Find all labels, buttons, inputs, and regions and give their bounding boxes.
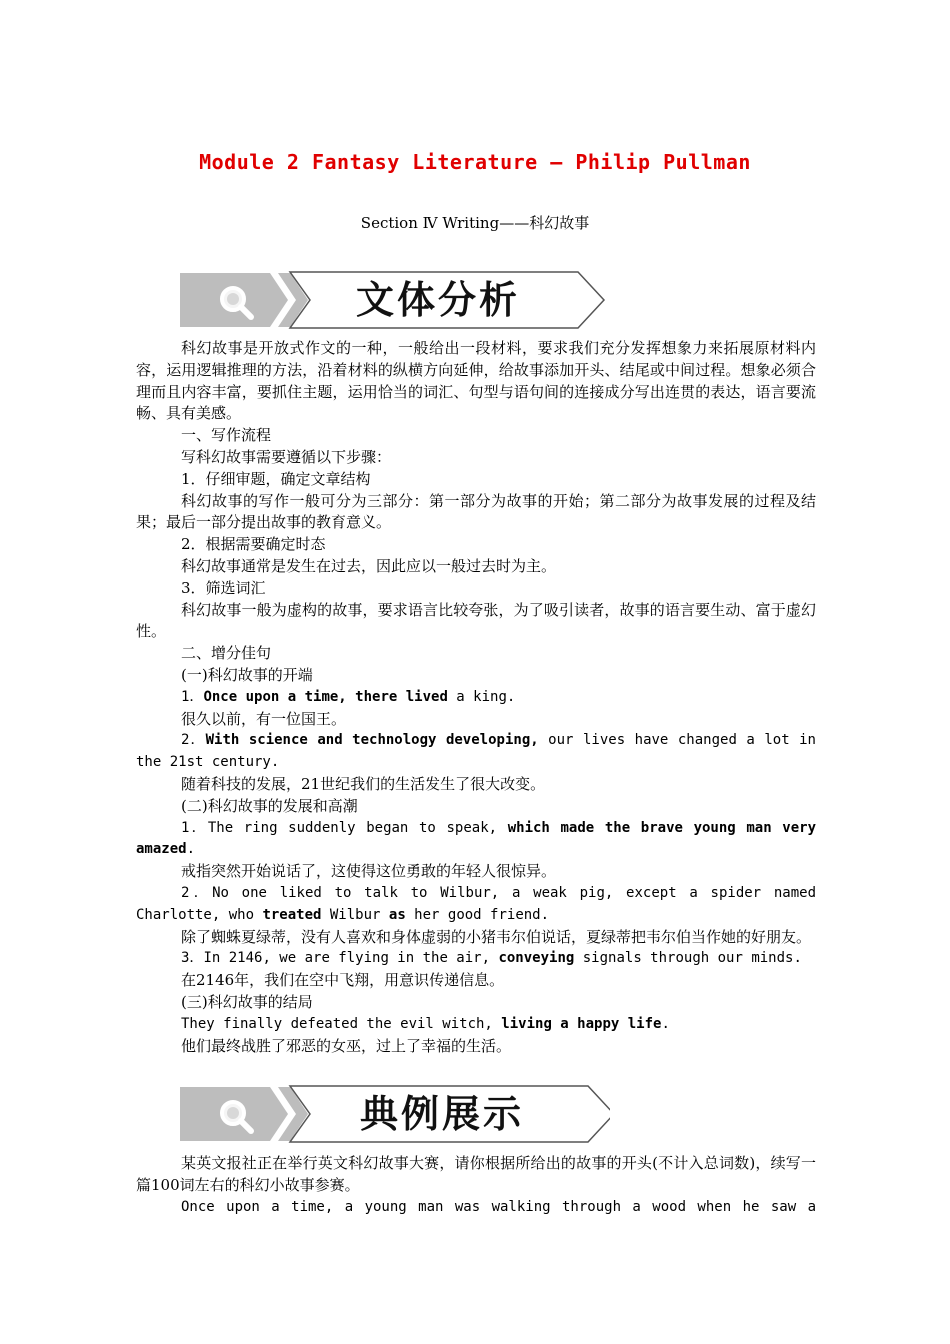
heading-writing-process: 一、写作流程 xyxy=(181,426,272,445)
example-task: 某英文报社正在举行英文科幻故事大赛，请你根据所给出的故事的开头(不计入总词数)，续写一篇100词左右的科幻小故事参赛。 xyxy=(136,1154,816,1194)
sentence-1: 1．Once upon a time, there lived a king. xyxy=(181,688,516,705)
step-1-heading: 1．仔细审题，确定文章结构 xyxy=(181,469,371,488)
subheading-opening: (一)科幻故事的开端 xyxy=(181,665,313,684)
sentence-3-cn: 戒指突然开始说话了，这使得这位勇敢的年轻人很惊异。 xyxy=(181,862,557,881)
sentence-6-cn: 他们最终战胜了邪恶的女巫，过上了幸福的生活。 xyxy=(181,1036,512,1055)
step-3-heading: 3．筛选词汇 xyxy=(181,578,266,597)
step-2-heading: 2．根据需要确定时态 xyxy=(181,535,326,554)
sentence-2: 2．With science and technology developing, our lives have changed a lot in the 21st century. xyxy=(136,732,816,771)
banner-analysis-label: 文体分析 xyxy=(356,278,521,322)
banner-analysis xyxy=(180,270,610,330)
example-body xyxy=(136,1153,816,1218)
sentence-5-cn: 在2146年，我们在空中飞翔，用意识传递信息。 xyxy=(181,971,505,990)
subheading-development: (二)科幻故事的发展和高潮 xyxy=(181,796,358,815)
intro-paragraph: 科幻故事是开放式作文的一种，一般给出一段材料，要求我们充分发挥想象力来拓展原材料内容，运用逻辑推理的方法，沿着材料的纵横方向延伸，给故事添加开头、结尾或中间过程。想象必须合理而且内容丰富，要抓住主题，运用恰当的词汇、句型与语句间的连接成分写出连贯的表达，语言要流畅、具有美感。 xyxy=(136,339,816,423)
step-2-text: 科幻故事通常是发生在过去，因此应以一般过去时为主。 xyxy=(181,556,557,575)
heading-sentences: 二、增分佳句 xyxy=(181,644,272,663)
subheading-ending: (三)科幻故事的结局 xyxy=(181,992,313,1011)
sentence-6: They finally defeated the evil witch, living a happy life. xyxy=(181,1015,670,1032)
sentence-4-cn: 除了蜘蛛夏绿蒂，没有人喜欢和身体虚弱的小猪韦尔伯说话，夏绿蒂把韦尔伯当作她的好朋友。 xyxy=(181,927,812,946)
steps-intro: 写科幻故事需要遵循以下步骤： xyxy=(181,447,392,466)
document-title: Module 2 Fantasy Literature – Philip Pullman xyxy=(199,150,751,174)
analysis-body xyxy=(136,338,816,1057)
magnifier-icon xyxy=(218,284,254,320)
banner-example xyxy=(180,1084,610,1144)
sentence-3: 1．The ring suddenly began to speak, which made the brave young man very amazed. xyxy=(136,819,816,858)
magnifier-icon xyxy=(218,1098,254,1134)
section-heading: Section Ⅳ Writing——科幻故事 xyxy=(360,214,590,232)
sentence-5: 3．In 2146, we are flying in the air, conveying signals through our minds. xyxy=(181,950,802,967)
sentence-2-cn: 随着科技的发展，21世纪我们的生活发生了很大改变。 xyxy=(181,774,546,793)
step-3-text: 科幻故事一般为虚构的故事，要求语言比较夸张，为了吸引读者，故事的语言要生动、富于虚幻性。 xyxy=(136,600,816,641)
sentence-4: 2．No one liked to talk to Wilbur, a weak pig, except a spider named Charlotte, who treated Wilbur as her good friend. xyxy=(136,884,816,923)
story-start: Once upon a time, a young man was walking through a wood when he saw a xyxy=(181,1198,816,1215)
step-1-text: 科幻故事的写作一般可分为三部分：第一部分为故事的开始；第二部分为故事发展的过程及结果；最后一部分提出故事的教育意义。 xyxy=(136,491,816,532)
banner-example-label: 典例展示 xyxy=(360,1092,525,1136)
sentence-1-cn: 很久以前，有一位国王。 xyxy=(181,709,347,728)
